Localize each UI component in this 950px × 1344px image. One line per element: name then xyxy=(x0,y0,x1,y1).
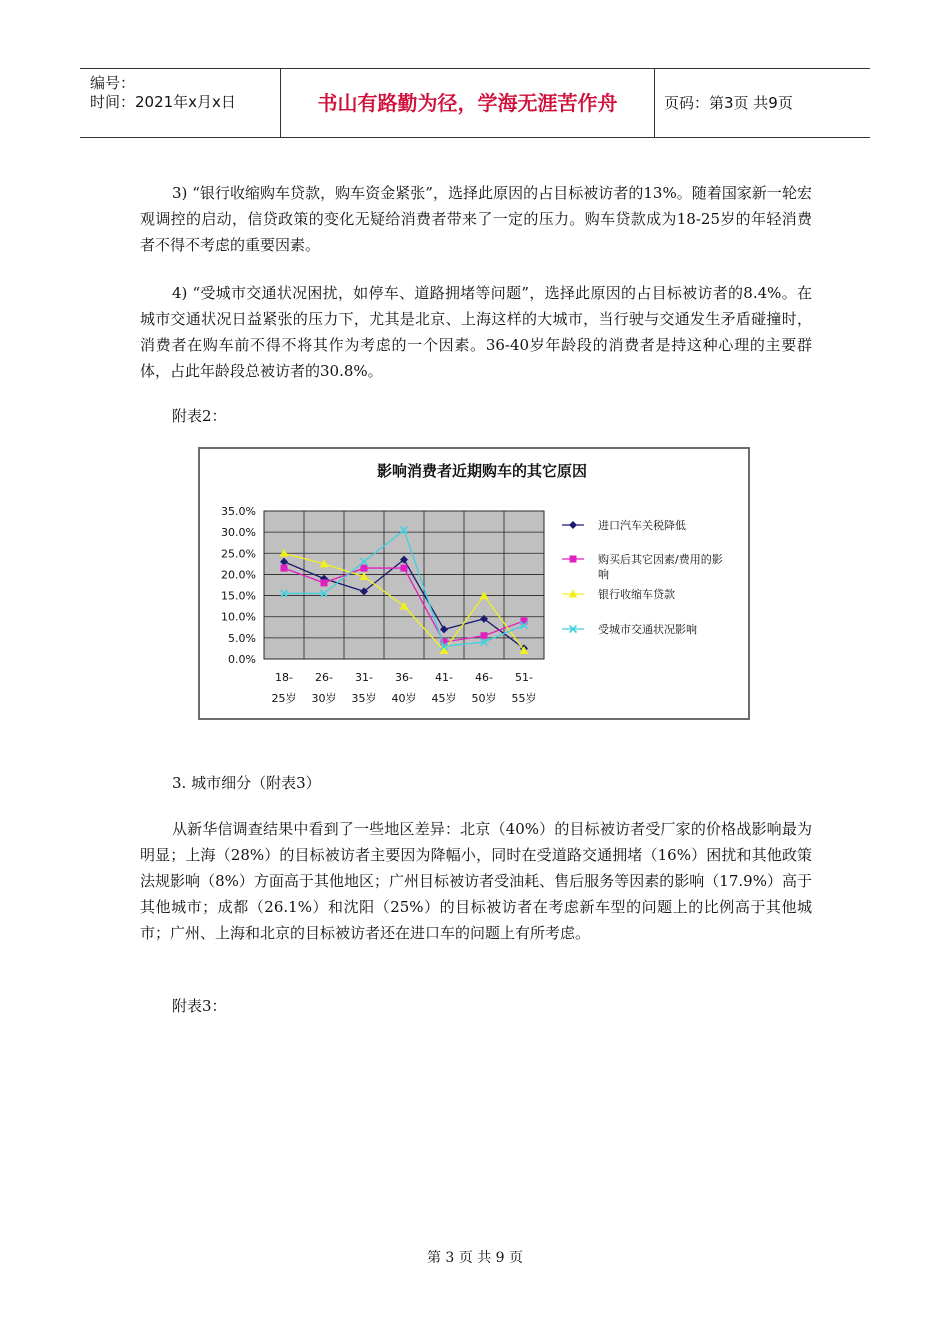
x-tick-label: 18- xyxy=(275,671,293,684)
header-info-cell xyxy=(80,69,281,137)
chart-title: 影响消费者近期购车的其它原因 xyxy=(376,462,588,480)
legend-label: 受城市交通状况影响 xyxy=(598,623,697,636)
x-tick-label: 41- xyxy=(435,671,453,684)
header-motto: 书山有路勤为径，学海无涯苦作舟 xyxy=(281,69,655,137)
legend-marker xyxy=(569,521,577,529)
city-segment-paragraph: 从新华信调查结果中看到了一些地区差异：北京（40%）的目标被访者受厂家的价格战影响最为明显；上海（28%）的目标被访者主要因为降幅小，同时在受道路交通拥堵（16%）困扰和其他政策法规影响（8%）方面高于其他地区；广州目标被访者受油耗、售后服务等因素的影响（17.9%）高于其他城市；成都（26.1%）和沈阳（25%）的目标被访者在考虑新车型的问题上的比例高于其他城市；广州、上海和北京的目标被访者还在进口车的问题上有所考虑。 xyxy=(140,820,812,942)
x-tick-label: 25岁 xyxy=(271,692,297,705)
number-label: 编号： xyxy=(90,74,136,92)
plot-area xyxy=(264,511,544,659)
page-header xyxy=(80,68,870,138)
header-page-number: 页码：第3页 共9页 xyxy=(664,94,793,112)
section-3-heading: 3. 城市细分（附表3） xyxy=(172,774,321,792)
x-tick-label: 40岁 xyxy=(391,692,417,705)
x-tick-label: 50岁 xyxy=(471,692,497,705)
appendix-2-label: 附表2： xyxy=(172,407,227,425)
y-tick-label: 35.0% xyxy=(221,505,256,518)
x-tick-label: 46- xyxy=(475,671,493,684)
y-tick-label: 10.0% xyxy=(221,610,256,624)
legend-marker xyxy=(570,556,577,563)
data-point-s2 xyxy=(401,565,408,572)
data-point-s2 xyxy=(361,565,368,572)
legend-label: 进口汽车关税降低 xyxy=(598,519,686,532)
legend-label: 银行收缩车贷款 xyxy=(598,588,675,601)
data-point-s2 xyxy=(281,565,288,572)
x-tick-label: 51- xyxy=(515,671,533,684)
data-point-s2 xyxy=(481,632,488,639)
x-tick-label: 31- xyxy=(355,671,373,684)
y-tick-label: 25.0% xyxy=(221,547,256,561)
legend-label: 购买后其它因素/费用的影 xyxy=(598,553,723,566)
y-tick-label: 20.0% xyxy=(221,568,256,582)
page-footer: 第 3 页 共 9 页 xyxy=(426,1250,524,1266)
x-tick-label: 45岁 xyxy=(431,692,457,705)
y-tick-label: 15.0% xyxy=(221,589,256,603)
line-chart xyxy=(200,449,748,718)
appendix-3-label: 附表3： xyxy=(172,997,227,1015)
data-point-s2 xyxy=(321,579,328,586)
y-tick-label: 30.0% xyxy=(221,526,256,540)
chart-container xyxy=(198,447,750,720)
x-tick-label: 55岁 xyxy=(511,692,537,705)
time-label: 时间：2021年x月x日 xyxy=(90,93,236,111)
x-tick-label: 35岁 xyxy=(351,692,377,705)
x-tick-label: 30岁 xyxy=(311,692,337,705)
legend-label: 响 xyxy=(598,568,609,581)
y-tick-label: 5.0% xyxy=(228,631,256,645)
x-tick-label: 36- xyxy=(395,671,413,684)
paragraph-3: 3) “银行收缩购车贷款，购车资金紧张”，选择此原因的占目标被访者的13%。随着国家新一轮宏观调控的启动，信贷政策的变化无疑给消费者带来了一定的压力。购车贷款成为18-25岁的年轻消费者不得不考虑的重要因素。 xyxy=(140,184,812,254)
x-tick-label: 26- xyxy=(315,671,333,684)
y-tick-label: 0.0% xyxy=(228,653,256,666)
paragraph-4: 4) “受城市交通状况困扰，如停车、道路拥堵等问题”，选择此原因的占目标被访者的8.4%。在城市交通状况日益紧张的压力下，尤其是北京、上海这样的大城市，当行驶与交通发生矛盾碰撞时，消费者在购车前不得不将其作为考虑的一个因素。36-40岁年龄段的消费者是持这种心理的主要群体，占此年龄段总被访者的30.8%。 xyxy=(140,284,812,380)
